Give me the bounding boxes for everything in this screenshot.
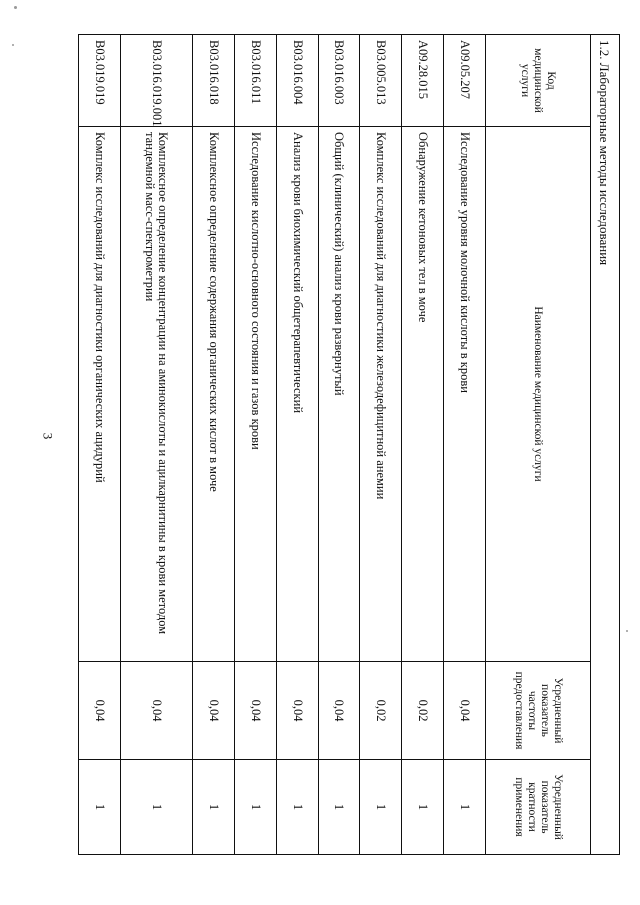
services-table [78, 34, 620, 855]
service-code: B03.019.019 [79, 35, 121, 127]
service-name: Комплексное определение содержания органических кислот в моче [192, 127, 234, 662]
frequency-value: 0,04 [79, 662, 121, 760]
header-multiplicity: Усредненный показатель кратности применения [486, 760, 591, 855]
table-row [444, 35, 486, 855]
multiplicity-value: 1 [402, 760, 444, 855]
multiplicity-value: 1 [318, 760, 360, 855]
header-frequency: Усредненный показатель частоты предоставления [486, 662, 591, 760]
table-row [360, 35, 402, 855]
multiplicity-value: 1 [192, 760, 234, 855]
section-title: 1.2. Лабораторные методы исследования [591, 35, 620, 855]
table-row [120, 35, 192, 855]
service-code: B03.005.013 [360, 35, 402, 127]
service-name: Комплекс исследований для диагностики железодефицитной анемии [360, 127, 402, 662]
service-code: A09.28.015 [402, 35, 444, 127]
table-row [402, 35, 444, 855]
page-number: 3 [40, 432, 56, 440]
service-name: Исследование уровня молочной кислоты в крови [444, 127, 486, 662]
multiplicity-value: 1 [120, 760, 192, 855]
multiplicity-value: 1 [444, 760, 486, 855]
frequency-value: 0,04 [120, 662, 192, 760]
service-code: B03.016.019.001 [120, 35, 192, 127]
service-name: Общий (клинический) анализ крови развернутый [318, 127, 360, 662]
multiplicity-value: 1 [234, 760, 276, 855]
table-row [234, 35, 276, 855]
header-code: Код медицинской услуги [486, 35, 591, 127]
frequency-value: 0,02 [402, 662, 444, 760]
service-code: B03.016.004 [276, 35, 318, 127]
frequency-value: 0,04 [444, 662, 486, 760]
frequency-value: 0,04 [234, 662, 276, 760]
multiplicity-value: 1 [276, 760, 318, 855]
service-code: B03.016.011 [234, 35, 276, 127]
service-name: Исследование кислотно-основного состояния и газов крови [234, 127, 276, 662]
section-title-row [591, 35, 620, 855]
service-code: B03.016.018 [192, 35, 234, 127]
service-name: Анализ крови биохимический общетерапевтический [276, 127, 318, 662]
service-code: B03.016.003 [318, 35, 360, 127]
header-row [486, 35, 591, 855]
table-row [79, 35, 121, 855]
rotated-table-container [78, 34, 620, 854]
frequency-value: 0,04 [276, 662, 318, 760]
multiplicity-value: 1 [360, 760, 402, 855]
frequency-value: 0,02 [360, 662, 402, 760]
service-name: Обнаружение кетоновых тел в моче [402, 127, 444, 662]
service-code: A09.05.207 [444, 35, 486, 127]
header-name: Наименование медицинской услуги [486, 127, 591, 662]
service-name: Комплексное определение концентрации на аминокислоты и ацилкарнитины в крови методом тандемной масс-спектрометрии [120, 127, 192, 662]
scan-speck [12, 44, 14, 46]
frequency-value: 0,04 [318, 662, 360, 760]
service-name: Комплекс исследований для диагностики органических ацидурий [79, 127, 121, 662]
table-row [192, 35, 234, 855]
table-row [318, 35, 360, 855]
multiplicity-value: 1 [79, 760, 121, 855]
table-row [276, 35, 318, 855]
frequency-value: 0,04 [192, 662, 234, 760]
scan-speck [626, 630, 628, 632]
scan-speck [14, 6, 17, 9]
